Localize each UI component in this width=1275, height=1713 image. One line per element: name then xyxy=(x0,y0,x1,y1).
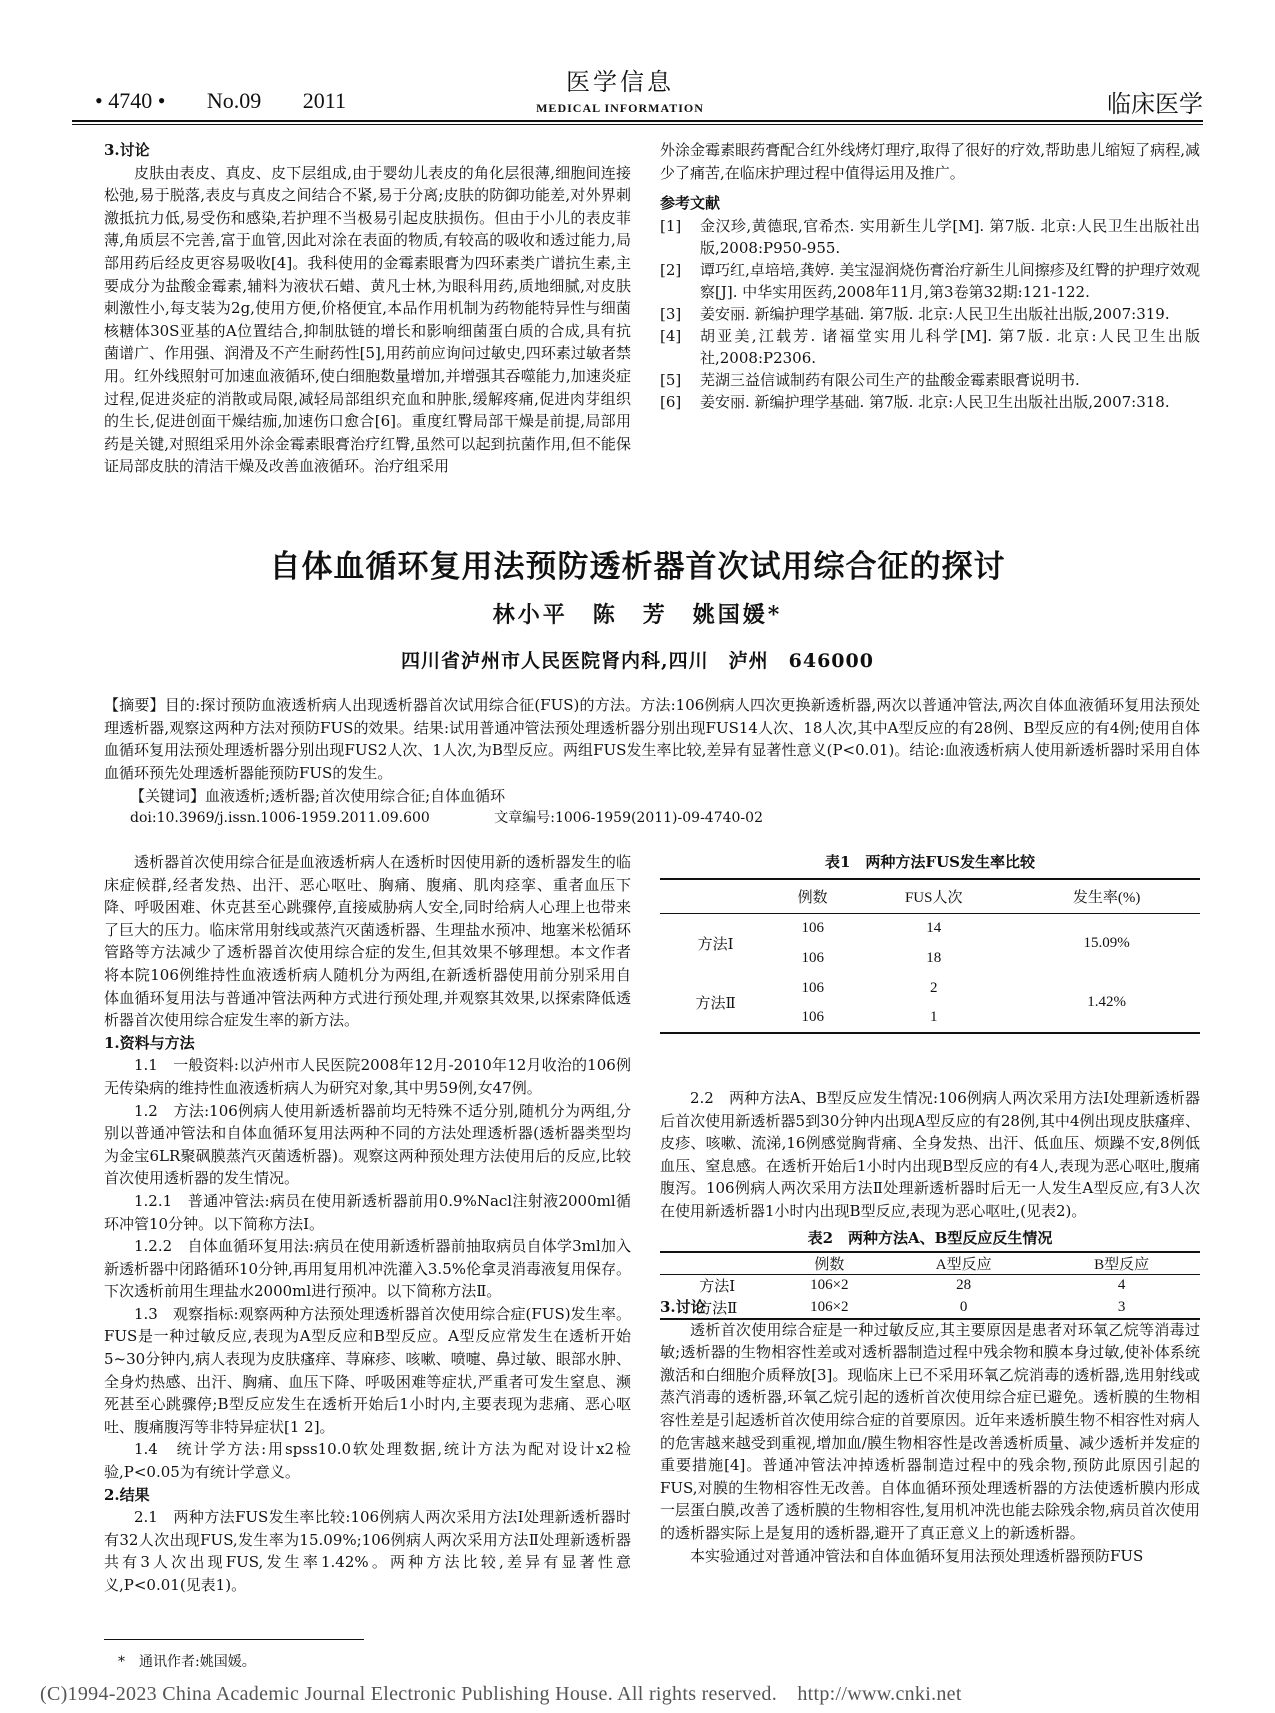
body-paragraph: 2.1 两种方法FUS发生率比较:106例病人两次采用方法Ⅰ处理新透析器时有32人次出现FUS,发生率为15.09%;106例病人两次采用方法Ⅱ处理新透析器共有3人次出现FUS,发生率1.42%。两种方法比较,差异有显著性意义,P<0.01(见表1)。 xyxy=(104,1508,631,1594)
body-paragraph: 1.3 观察指标:观察两种方法预处理透析器首次使用综合症(FUS)发生率。FUS是一种过敏反应,表现为A型反应和B型反应。A型反应常发生在透析开始5~30分钟内,病人表现为皮肤瘙痒、荨麻疹、咳嗽、喷嚏、鼻过敏、眼部水肿、全身灼热感、出汗、胸痛、血压下降、呼吸困难等症状,严重者可发生窒息、濒死甚至心跳骤停;B型反应发生在透析开始后1小时内,主要表现为悲痛、恶心呕吐、腹痛腹泻等非特异症状[1 2]。 xyxy=(104,1304,631,1436)
table1-header-cell: FUS人次 xyxy=(904,889,963,906)
table1-cell: 106 xyxy=(801,979,824,996)
table1-row xyxy=(660,973,1200,1003)
table2-header-cell xyxy=(660,1252,775,1275)
body-paragraph: 1.2.2 自体血循环复用法:病员在使用新透析器前抽取病员自体学3ml加入新透析器中闭路循环10分钟,再用复用机冲洗灌入3.5%伦拿灵消毒液复用保存。下次透析前用生理盐水2000ml进行预冲。以下简称方法Ⅱ。 xyxy=(104,1237,631,1301)
table1-rate-cell: 15.09% xyxy=(1083,934,1130,951)
prev-article-left-column xyxy=(104,139,631,478)
table1 xyxy=(660,878,1200,1034)
corresponding-author-footnote: * 通讯作者:姚国媛。 xyxy=(118,1654,256,1670)
journal-name-cn: 医学信息 xyxy=(566,68,674,96)
reference-text: 谭巧红,卓培培,龚婷. 美宝湿润烧伤膏治疗新生儿间擦疹及红臀的护理疗效观察[J]. 中华实用医药,2008年11月,第3卷第32期:121-122. xyxy=(700,260,1200,301)
reference-text: 金汉珍,黄德珉,官希杰. 实用新生儿学[M]. 第7版. 北京:人民卫生出版社出版,2008:P950-955. xyxy=(700,216,1200,257)
header-rule-thin xyxy=(72,124,1203,125)
body-paragraph: 1.2 方法:106例病人使用新透析器前均无特殊不适分别,随机分为两组,分别以普通冲管法和自体血循环复用法两种不同的方法处理透析器(透析器类型均为金宝6LR聚砜膜蒸汽灭菌透析器)。观察这两种预处理方法使用后的反应,比较首次使用透析器的发生情况。 xyxy=(104,1101,631,1188)
header-rule xyxy=(72,120,1203,122)
table2-caption: 表2 两种方法A、B型反应反生情况 xyxy=(807,1229,1053,1247)
reference-number: [3] xyxy=(660,304,682,323)
reference-text: 胡亚美,江载芳. 诸福堂实用儿科学[M]. 第7版. 北京:人民卫生出版社,2008:P2306. xyxy=(700,326,1200,367)
reference-text: 姜安丽. 新编护理学基础. 第7版. 北京:人民卫生出版社出版,2007:318. xyxy=(700,392,1170,411)
table2-header-row xyxy=(660,1252,1200,1275)
reference-item xyxy=(660,215,1200,259)
table2-cell: 28 xyxy=(956,1277,972,1294)
table2-header-cell: B型反应 xyxy=(1094,1257,1150,1273)
page-number: • 4740 • xyxy=(95,88,166,113)
body-paragraph: 透析首次使用综合症是一种过敏反应,其主要原因是患者对环氧乙烷等消毒过敏;透析器的生物相容性差或对透析器制造过程中残余物和膜本身过敏,使补体系统激活和白细胞介质释放[3]。现临床上已不采用环氧乙烷消毒的透析器,选用射线或蒸汽消毒的透析器,环氧乙烷引起的透析首次使用综合症已避免。透析膜的生物相容性差是引起透析首次使用综合症的首要原因。近年来透析膜生物不相容性对病人的危害越来越受到重视,增加血/膜生物相容性是改善透析质量、减少透析并发症的重要措施[4]。普通冲管法冲掉透析器制造过程中的残余物,预防此原因引起的FUS,对膜的生物相容性无改善。自体血循环预处理透析器的方法使透析膜内形成一层蛋白膜,改善了透析膜的生物相容性,复用机冲洗也能去除残余物,病员首次使用的透析器实际上是复用的透析器,避开了真正意义上的新透析器。 xyxy=(660,1320,1201,1542)
reference-number: [4] xyxy=(660,326,682,345)
article-affiliation: 四川省泸州市人民医院肾内科,四川 泸州 646000 xyxy=(401,650,874,672)
table2-cell: 方法Ⅰ xyxy=(699,1279,736,1296)
table1-header-row xyxy=(660,879,1200,913)
reference-text: 芜湖三益信诚制药有限公司生产的盐酸金霉素眼膏说明书. xyxy=(700,370,1080,389)
prev-discussion-continued: 外涂金霉素眼药膏配合红外线烤灯理疗,取得了很好的疗效,帮助患儿缩短了病程,减少了痛苦,在临床护理过程中值得运用及推广。 xyxy=(660,141,1200,182)
reference-number: [6] xyxy=(660,392,682,411)
body-paragraph: 1.1 一般资料:以泸州市人民医院2008年12月-2010年12月收治的106例无传染病的维持性血液透析病人为研究对象,其中男59例,女47例。 xyxy=(104,1056,631,1097)
results-2-2: 2.2 两种方法A、B型反应发生情况:106例病人两次采用方法Ⅰ处理新透析器后首次使用新透析器5到30分钟内出现A型反应的有28例,其中4例出现皮肤瘙痒、皮疹、咳嗽、流涕,16例感觉胸背痛、全身发热、出汗、低血压、烦躁不安,8例低血压、窒息感。在透析开始后1小时内出现B型反应的有4人,表现为恶心呕吐,腹痛腹泻。106例病人两次采用方法Ⅱ处理新透析器时后无一人发生A型反应,有3人次在使用新透析器1小时内出现B型反应,表现为恶心呕吐,(见表2)。 xyxy=(660,1089,1200,1220)
article-number: 文章编号:1006-1959(2011)-09-4740-02 xyxy=(494,810,763,826)
keywords: 【关键词】血液透析;透析器;首次使用综合征;自体血循环 xyxy=(130,787,506,805)
prev-article-right-column xyxy=(660,139,1200,413)
results-2-2-block xyxy=(660,1087,1200,1223)
journal-name-en: MEDICAL INFORMATION xyxy=(536,101,704,115)
journal-masthead xyxy=(470,62,770,116)
table1-header-cell: 例数 xyxy=(797,889,828,906)
table1-rate-cell: 1.42% xyxy=(1087,994,1127,1010)
table1-caption: 表1 两种方法FUS发生率比较 xyxy=(824,853,1035,871)
reference-text: 姜安丽. 新编护理学基础. 第7版. 北京:人民卫生出版社出版,2007:319. xyxy=(700,304,1170,323)
copyright-notice: (C)1994-2023 China Academic Journal Electronic Publishing House. All rights reserved. http://www.cnki.net xyxy=(40,1683,962,1705)
table1-cell: 18 xyxy=(926,949,942,966)
article-authors: 林小平 陈 芳 姚国媛* xyxy=(492,602,783,628)
reference-item xyxy=(660,259,1200,303)
reference-item xyxy=(660,303,1200,325)
table1-header-cell xyxy=(660,879,771,913)
footnote-rule xyxy=(104,1639,364,1640)
table2-cell: 0 xyxy=(959,1298,968,1315)
body-paragraph: 透析器首次使用综合征是血液透析病人在透析时因使用新的透析器发生的临床症候群,经者发热、出汗、恶心呕吐、胸痛、腹痛、肌肉痉挛、重者血压下降、呼吸困难、休克甚至心跳骤停,直接威胁病人安全,同时给病人心理上也带来了巨大的压力。临床常用射线或蒸汽灭菌透析器、生理盐水预冲、地塞米松循环管路等方法减少了透析器首次使用综合症的发生,但其效果不够理想。本文作者将本院106例维持性血液透析病人随机分为两组,在新透析器使用前分别采用自体血循环复用法与普通冲管法两种方式进行预处理,并观察其效果,以探索降低透析器首次使用综合症发生率的新方法。 xyxy=(104,853,631,1030)
reference-number: [5] xyxy=(660,370,682,389)
section-heading: 2.结果 xyxy=(104,1485,150,1504)
table2-cell: 106×2 xyxy=(810,1298,849,1315)
section-label: 临床医学 xyxy=(1107,90,1203,118)
table1-cell: 1 xyxy=(929,1009,938,1025)
table2-cell: 106×2 xyxy=(810,1277,849,1294)
table2-cell: 4 xyxy=(1117,1277,1126,1294)
doi: doi:10.3969/j.issn.1006-1959.2011.09.600 xyxy=(130,810,430,826)
abstract: 【摘要】目的:探讨预防血液透析病人出现透析器首次试用综合征(FUS)的方法。方法:106例病人四次更换新透析器,两次以普通冲管法,两次自体血液循环复用法预处理透析器,观察这两种方法对预防FUS的效果。结果:试用普通冲管法预处理透析器分别出现FUS14人次、18人次,其中A型反应的有28例、B型反应的有4例;使用自体血循环复用法预处理透析器分别出现FUS2人次、1人次,为B型反应。两组FUS发生率比较,差异有显著性意义(P<0.01)。结论:血液透析病人使用新透析器时采用自体血循环预先处理透析器能预防FUS的发生。 xyxy=(104,696,1200,782)
table1-header-cell: 发生率(%) xyxy=(1072,889,1141,906)
prev-discussion-paragraph: 皮肤由表皮、真皮、皮下层组成,由于婴幼儿表皮的角化层很薄,细胞间连接松弛,易于脱落,表皮与真皮之间结合不紧,易于分离;皮肤的防御功能差,对外界刺激抵抗力低,易受伤和感染,若护理不当极易引起皮肤损伤。但由于小儿的表皮菲薄,角质层不完善,富于血管,因此对涂在表面的物质,有较高的吸收和透过能力,局部用药后经皮更容易吸收[4]。我科使用的金霉素眼膏为四环素类广谱抗生素,主要成分为盐酸金霉素,辅料为液状石蜡、黄凡士林,为眼科用药,质地细腻,对皮肤刺激性小,每支装为2g,使用方便,价格便宜,本品作用机制为药物能特异性与细菌核糖体30S亚基的A位置结合,抑制肽链的增长和影响细菌蛋白质的合成,具有抗菌谱广、作用强、润滑及不产生耐药性[5],用药前应询问过敏史,四环素过敏者禁用。红外线照射可加速血液循环,使白细胞数量增加,并增强其吞噬能力,加速炎症过程,促进炎症的消散或局限,减轻局部组织充血和肿胀,缓解疼痛,促进肉芽组织的生长,促进创面干燥结痂,加速伤口愈合[6]。重度红臀局部干燥是前提,局部用药是关键,对照组采用外涂金霉素眼膏治疗红臀,虽然可以起到抗菌作用,但不能保证局部皮肤的清洁干燥及改善血液循环。治疗组采用 xyxy=(104,163,631,476)
table1-block xyxy=(660,851,1200,1034)
reference-number: [2] xyxy=(660,260,682,279)
table1-cell: 14 xyxy=(926,919,942,936)
reference-list xyxy=(660,215,1200,413)
reference-item xyxy=(660,325,1200,369)
table2-cell: 3 xyxy=(1117,1298,1126,1315)
table2-cell: 方法Ⅱ xyxy=(697,1300,738,1317)
table1-method-cell: 方法Ⅱ xyxy=(695,996,736,1012)
article-left-column xyxy=(104,851,631,1597)
section-heading: 3.讨论 xyxy=(660,1298,706,1316)
issue-number: No.09 xyxy=(206,88,262,113)
running-header-left xyxy=(95,88,382,114)
table1-method-cell: 方法Ⅰ xyxy=(697,936,734,953)
article-title: 自体血循环复用法预防透析器首次试用综合征的探讨 xyxy=(269,549,1006,585)
issue-year: 2011 xyxy=(302,88,346,113)
table1-cell: 2 xyxy=(929,979,938,996)
table1-row xyxy=(660,913,1200,943)
table2-row xyxy=(660,1275,1200,1297)
reference-number: [1] xyxy=(660,216,682,235)
table2-header-cell: A型反应 xyxy=(935,1257,992,1273)
reference-item xyxy=(660,369,1200,391)
body-paragraph: 1.2.1 普通冲管法:病员在使用新透析器前用0.9%Nacl注射液2000ml循环冲管10分钟。以下简称方法Ⅰ。 xyxy=(104,1191,631,1233)
table1-cell: 106 xyxy=(801,919,824,936)
body-paragraph: 1.4 统计学方法:用spss10.0软处理数据,统计方法为配对设计x2检验,P<0.05为有统计学意义。 xyxy=(104,1440,631,1482)
table1-cell: 106 xyxy=(801,949,824,966)
table2-header-cell: 例数 xyxy=(814,1257,845,1273)
prev-discussion-heading: 3.讨论 xyxy=(104,141,150,159)
reference-item xyxy=(660,391,1200,413)
doi-line xyxy=(130,807,1190,829)
body-paragraph: 本实验通过对普通冲管法和自体血循环复用法预处理透析器预防FUS xyxy=(690,1546,1144,1565)
article-right-column xyxy=(660,1296,1200,1567)
table1-cell: 106 xyxy=(801,1009,824,1025)
section-heading: 1.资料与方法 xyxy=(104,1033,195,1052)
references-heading: 参考文献 xyxy=(660,194,721,213)
